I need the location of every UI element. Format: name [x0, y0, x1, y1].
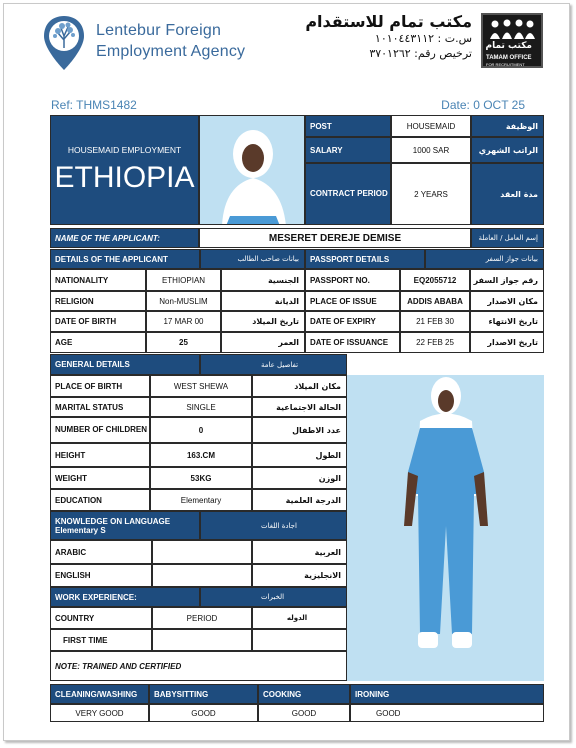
skill-babysitting-value: GOOD [149, 704, 258, 722]
weight-label: WEIGHT [50, 467, 150, 489]
full-body-figure [348, 376, 544, 681]
skill-cleaning-label: CLEANING/WASHING [50, 684, 149, 704]
age-label: AGE [50, 332, 146, 353]
applicant-name-arabic: إسم العامل / العاملة [471, 228, 544, 248]
height-value: 163.CM [150, 443, 252, 467]
place-of-birth-arabic: مكان الميلاد [252, 375, 347, 397]
tamam-logo-english: TAMAM OFFICE [486, 55, 532, 61]
age-arabic: العمر [221, 332, 305, 353]
passport-no-value: EQ2055712 [400, 269, 470, 291]
note-text: NOTE: TRAINED AND CERTIFIED [50, 651, 347, 681]
english-arabic: الانجليزية [252, 564, 347, 587]
banner-country: ETHIOPIA [54, 161, 195, 194]
arabic-arabic: العربية [252, 540, 347, 564]
language-header-title: KNOWLEDGE ON LANGUAGE [55, 516, 171, 526]
work-header: WORK EXPERIENCE: [50, 587, 200, 607]
agency-name [96, 20, 245, 62]
applicant-name: MESERET DEREJE DEMISE [199, 228, 471, 248]
education-arabic: الدرجة العلمية [252, 489, 347, 511]
height-arabic: الطول [252, 443, 347, 467]
dob-value: 17 MAR 00 [146, 311, 221, 332]
issuance-value: 22 FEB 25 [400, 332, 470, 353]
tamam-logo-arabic: مكتب تمام [485, 41, 532, 51]
skill-cleaning-value: VERY GOOD [50, 704, 149, 722]
dob-label: DATE OF BIRTH [50, 311, 146, 332]
first-time-period [152, 629, 252, 651]
agency-name-line2: Employment Agency [96, 43, 246, 60]
skill-ironing-text: GOOD [376, 708, 401, 718]
arabic-office-name: مكتب تمام للاستقدام [305, 12, 472, 31]
place-of-issue-arabic: مكان الاصدار [470, 291, 544, 311]
skill-babysitting-label: BABYSITTING [149, 684, 258, 704]
agency-name-line1: Lentebur Foreign [96, 22, 222, 39]
tamam-logo [481, 13, 543, 68]
salary-label: SALARY [305, 137, 391, 163]
religion-value: Non-MUSLIM [146, 291, 221, 311]
passport-header-arabic: بيانات جواز السفر [425, 249, 544, 269]
banner-small-title: HOUSEMAID EMPLOYMENT [67, 145, 182, 155]
arabic-cr-number: س.ت : ١٠١٠٤٤٣١١٢ [374, 32, 472, 45]
children-arabic: عدد الاطفال [252, 417, 347, 443]
applicant-portrait [199, 115, 305, 225]
details-header: DETAILS OF THE APPLICANT [50, 249, 200, 269]
skill-ironing-value [350, 704, 544, 722]
language-header-arabic: اجادة اللغات [200, 511, 347, 540]
salary-arabic: الراتب الشهري [471, 137, 544, 163]
english-value [152, 564, 252, 587]
period-header: PERIOD [152, 607, 252, 629]
reference-number: Ref: THMS1482 [51, 98, 137, 112]
nationality-arabic: الجنسية [221, 269, 305, 291]
marital-status-value: SINGLE [150, 397, 252, 417]
expiry-value: 21 FEB 30 [400, 311, 470, 332]
portrait-figure [200, 116, 305, 225]
education-label: EDUCATION [50, 489, 150, 511]
general-header-arabic: تفاصيل عامة [200, 354, 347, 375]
arabic-license-number: ترخيص رقم: ٣٧٠١٢٦٢ [369, 47, 472, 60]
contract-period-arabic: مدة العقد [471, 163, 544, 225]
expiry-arabic: تاريخ الانتهاء [470, 311, 544, 332]
language-header-sub: Elementary S [55, 525, 106, 535]
applicant-name-label: NAME OF THE APPLICANT: [50, 228, 199, 248]
arabic-label: ARABIC [50, 540, 152, 564]
issuance-arabic: تاريخ الاصدار [470, 332, 544, 353]
height-label: HEIGHT [50, 443, 150, 467]
place-of-birth-value: WEST SHEWA [150, 375, 252, 397]
arabic-value [152, 540, 252, 564]
place-of-issue-label: PLACE OF ISSUE [305, 291, 400, 311]
first-time-country [252, 629, 347, 651]
place-of-issue-value: ADDIS ABABA [400, 291, 470, 311]
skill-cooking-label: COOKING [258, 684, 350, 704]
skill-ironing-label: IRONING [350, 684, 544, 704]
language-header [50, 511, 200, 540]
salary-value: 1000 SAR [391, 137, 471, 163]
post-value: HOUSEMAID [391, 115, 471, 137]
marital-status-arabic: الحالة الاجتماعية [252, 397, 347, 417]
children-value: 0 [150, 417, 252, 443]
cv-page [3, 3, 570, 741]
place-of-birth-label: PLACE OF BIRTH [50, 375, 150, 397]
country-header: COUNTRY [50, 607, 152, 629]
weight-arabic: الوزن [252, 467, 347, 489]
country-header-arabic: الدوله [252, 607, 347, 629]
religion-label: RELIGION [50, 291, 146, 311]
general-header: GENERAL DETAILS [50, 354, 200, 375]
passport-no-arabic: رقم جواز السفر [470, 269, 544, 291]
english-label: ENGLISH [50, 564, 152, 587]
skill-cooking-value: GOOD [258, 704, 350, 722]
age-value: 25 [146, 332, 221, 353]
expiry-label: DATE OF EXPIRY [305, 311, 400, 332]
arabic-office-block [272, 12, 472, 61]
passport-header: PASSPORT DETAILS [305, 249, 425, 269]
post-label: POST [305, 115, 391, 137]
contract-period-value: 2 YEARS [391, 163, 471, 225]
nationality-value: ETHIOPIAN [146, 269, 221, 291]
weight-value: 53KG [150, 467, 252, 489]
first-time-label: FIRST TIME [50, 629, 152, 651]
document-date: Date: 0 OCT 25 [441, 98, 525, 112]
children-label: NUMBER OF CHILDREN [50, 417, 150, 443]
passport-no-label: PASSPORT NO. [305, 269, 400, 291]
issuance-label: DATE OF ISSUANCE [305, 332, 400, 353]
contract-period-label: CONTRACT PERIOD [305, 163, 391, 225]
marital-status-label: MARITAL STATUS [50, 397, 150, 417]
agency-logo-icon [41, 14, 87, 72]
nationality-label: NATIONALITY [50, 269, 146, 291]
details-header-arabic: بيانات صاحب الطالب [200, 249, 305, 269]
applicant-full-photo [347, 375, 544, 681]
country-banner [50, 115, 199, 225]
post-arabic: الوظيفة [471, 115, 544, 137]
tamam-logo-subtitle: FOR RECRUITMENT [486, 62, 525, 67]
dob-arabic: تاريخ الميلاد [221, 311, 305, 332]
religion-arabic: الديانة [221, 291, 305, 311]
people-icon [483, 17, 541, 43]
work-header-arabic: الخبرات [200, 587, 347, 607]
education-value: Elementary [150, 489, 252, 511]
